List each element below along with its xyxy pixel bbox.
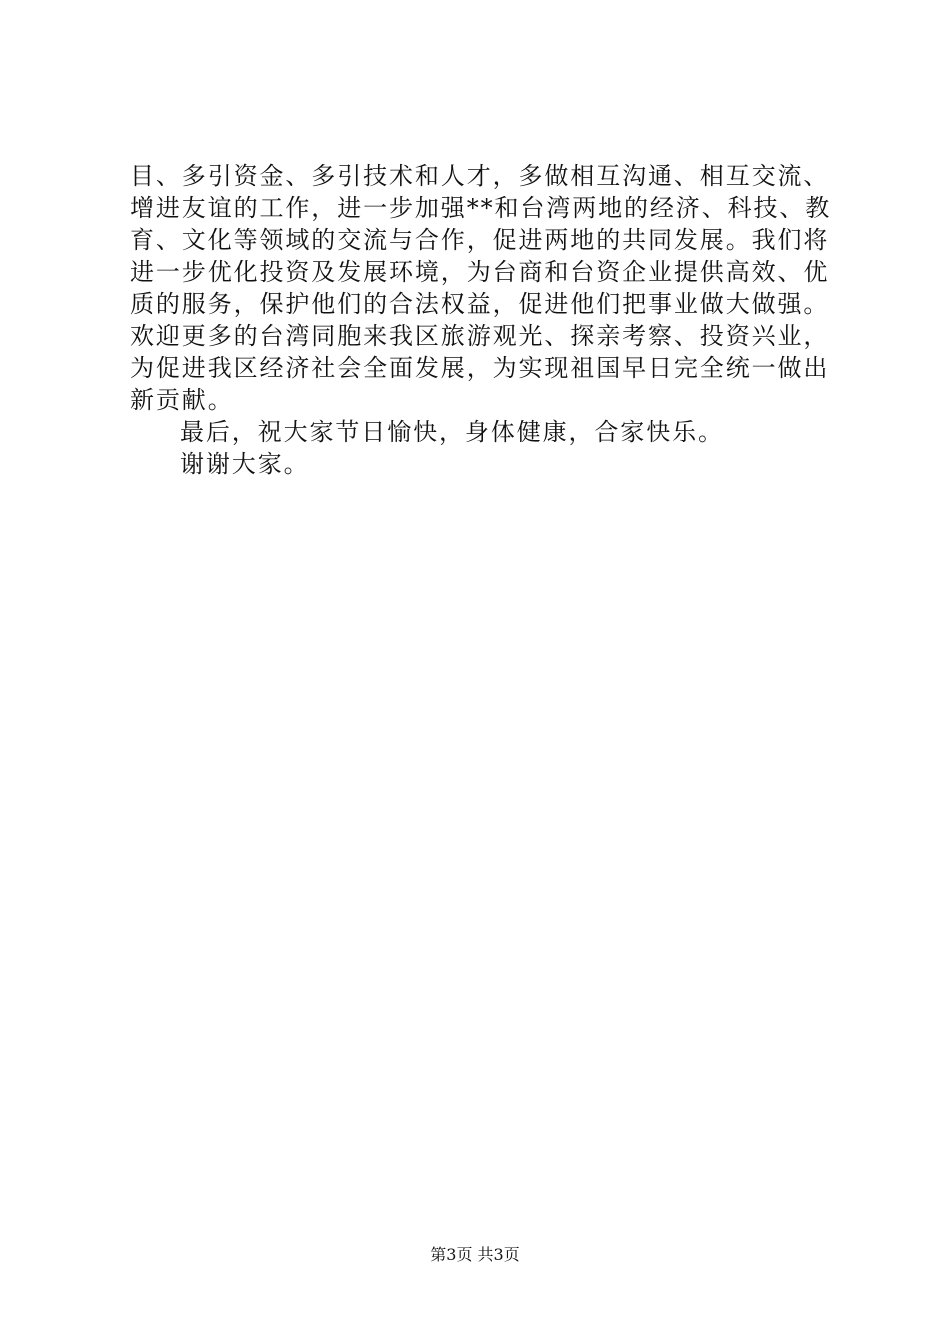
closing-line: 最后，祝大家节日愉快，身体健康，合家快乐。: [180, 418, 724, 446]
paragraph-line: 为促进我区经济社会全面发展，为实现祖国早日完全统一做出: [130, 354, 830, 382]
paragraph-line: 进一步优化投资及发展环境，为台商和台资企业提供高效、优: [130, 258, 830, 286]
paragraph-line: 欢迎更多的台湾同胞来我区旅游观光、探亲考察、投资兴业，: [130, 322, 830, 350]
thanks-line: 谢谢大家。: [180, 450, 310, 478]
paragraph-line: 增进友谊的工作，进一步加强**和台湾两地的经济、科技、教: [130, 194, 832, 222]
document-body: [130, 160, 830, 480]
paragraph-line: 质的服务，保护他们的合法权益，促进他们把事业做大做强。: [130, 290, 830, 318]
paragraph-line: 新贡献。: [130, 386, 234, 414]
page-number-footer: 第3页 共3页: [430, 1245, 520, 1264]
paragraph-line: 育、文化等领域的交流与合作，促进两地的共同发展。我们将: [130, 226, 830, 254]
paragraph-line: 目、多引资金、多引技术和人才，多做相互沟通、相互交流、: [130, 162, 830, 190]
